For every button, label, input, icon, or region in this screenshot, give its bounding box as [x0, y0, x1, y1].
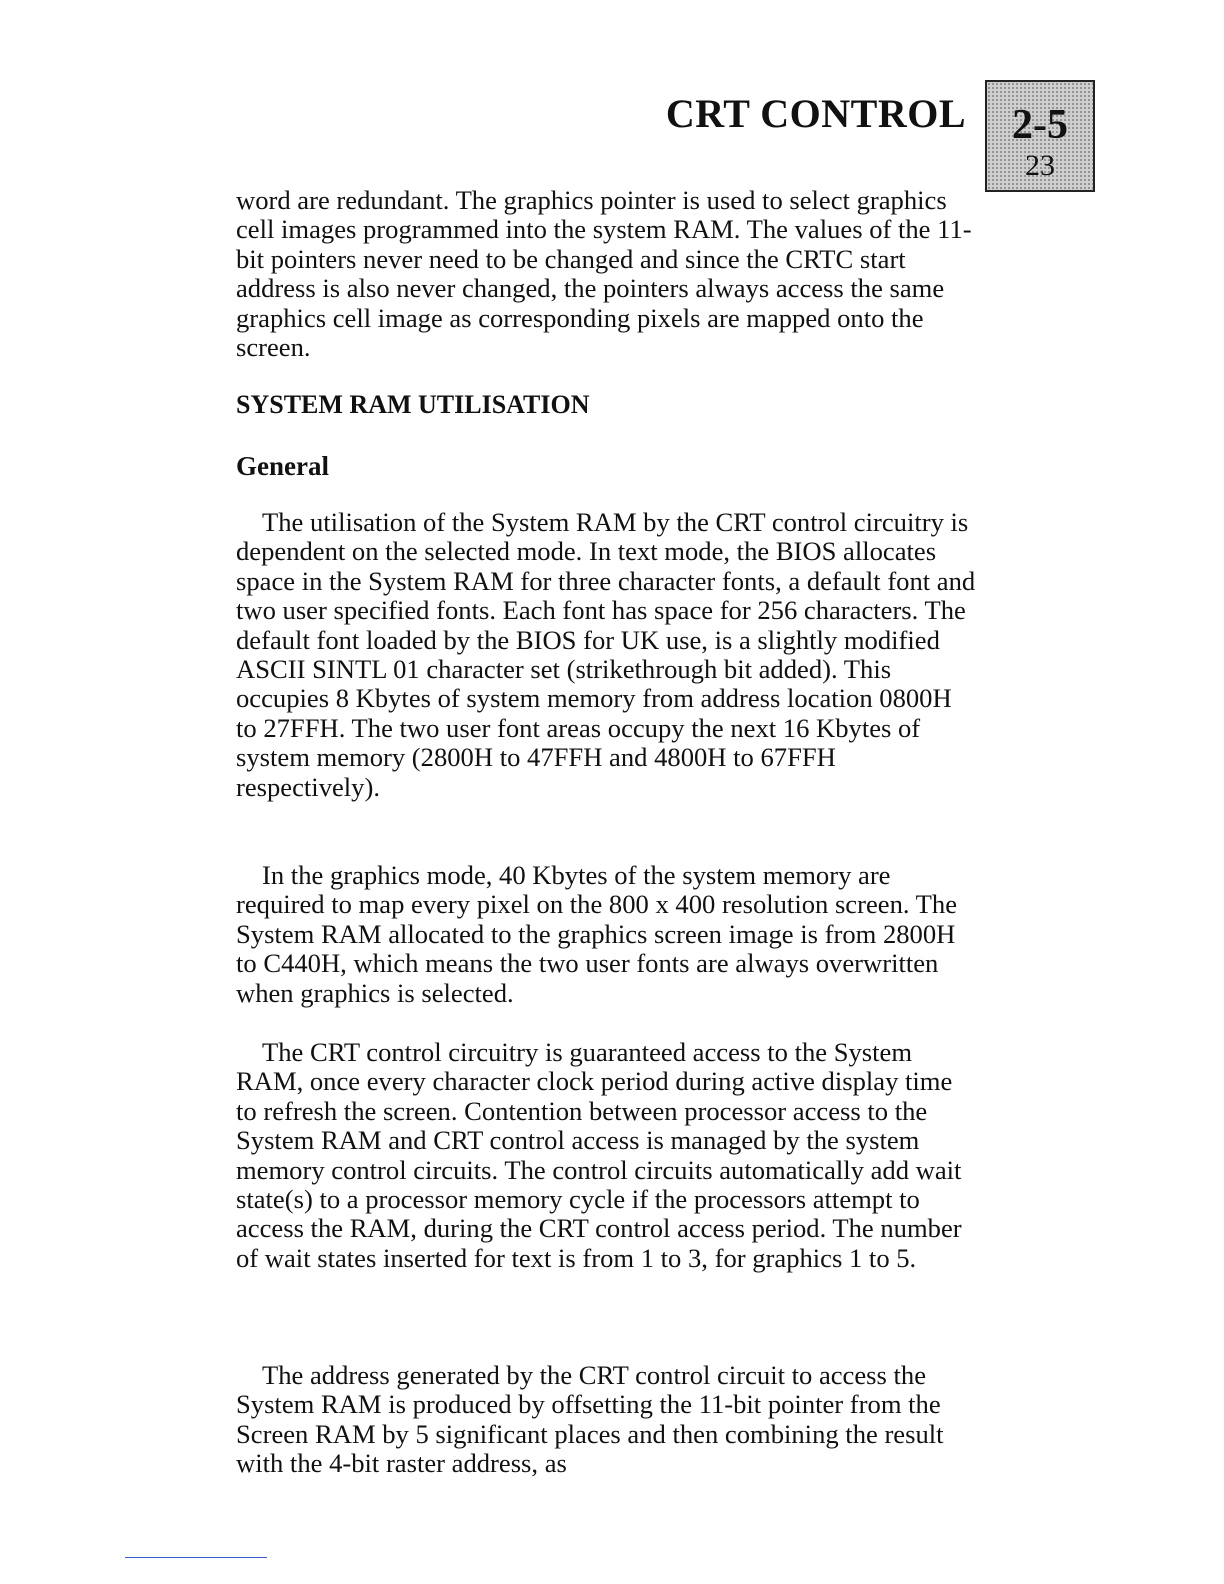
page-number: 23 [1025, 149, 1055, 182]
section-tab [985, 80, 1095, 192]
footer-rule [125, 1557, 267, 1558]
paragraph-address: The address generated by the CRT control circuit to access the System RAM is produced by offsetting the 11-bit pointer from the Screen RAM by 5 significant places and then combining the result with the 4-bit raster address, as [236, 1360, 944, 1479]
paragraph-graphics-mode: In the graphics mode, 40 Kbytes of the system memory are required to map every pixel on the 800 x 400 resolution screen. The System RAM allocated to the graphics screen image is from 2800H to C440H, which means the two user fonts are always overwritten when graphics is selected. [236, 860, 958, 1008]
paragraph-contention: The CRT control circuitry is guaranteed access to the System RAM, once every character clock period during active display time to refresh the screen. Contention between processor access to the System RAM and CRT control access is managed by the system memory control circuits. The control circuits automatically add wait state(s) to a processor memory cycle if the processors attempt to access the RAM, during the CRT control access period. The number of wait states inserted for text is from 1 to 3, for graphics 1 to 5. [236, 1037, 962, 1273]
paragraph-block-2 [236, 861, 976, 1008]
subheading: General [236, 451, 329, 481]
intro-paragraph-block [236, 186, 976, 362]
running-title: CRT CONTROL [665, 91, 966, 136]
intro-paragraph: word are redundant. The graphics pointer is used to select graphics cell images programmed into the system RAM. The values of the 11-bit pointers never need to be changed and since the CRTC start address is also never changed, the pointers always access the same graphics cell image as corresponding pixels are mapped onto the screen. [236, 185, 972, 363]
paragraph-block-3 [236, 1038, 976, 1273]
section-heading: SYSTEM RAM UTILISATION [236, 390, 590, 419]
paragraph-block-1 [236, 508, 976, 802]
paragraph-utilisation: The utilisation of the System RAM by the CRT control circuitry is dependent on the selected mode. In text mode, the BIOS allocates space in the System RAM for three character fonts, a default font and two user specified fonts. Each font has space for 256 characters. The default font loaded by the BIOS for UK use, is a slightly modified ASCII SINTL 01 character set (strikethrough bit added). This occupies 8 Kbytes of system memory from address location 0800H to 27FFH. The two user font areas occupy the next 16 Kbytes of system memory (2800H to 47FFH and 4800H to 67FFH respectively). [236, 507, 976, 802]
paragraph-block-4 [236, 1361, 976, 1479]
section-number: 2-5 [1012, 102, 1068, 148]
